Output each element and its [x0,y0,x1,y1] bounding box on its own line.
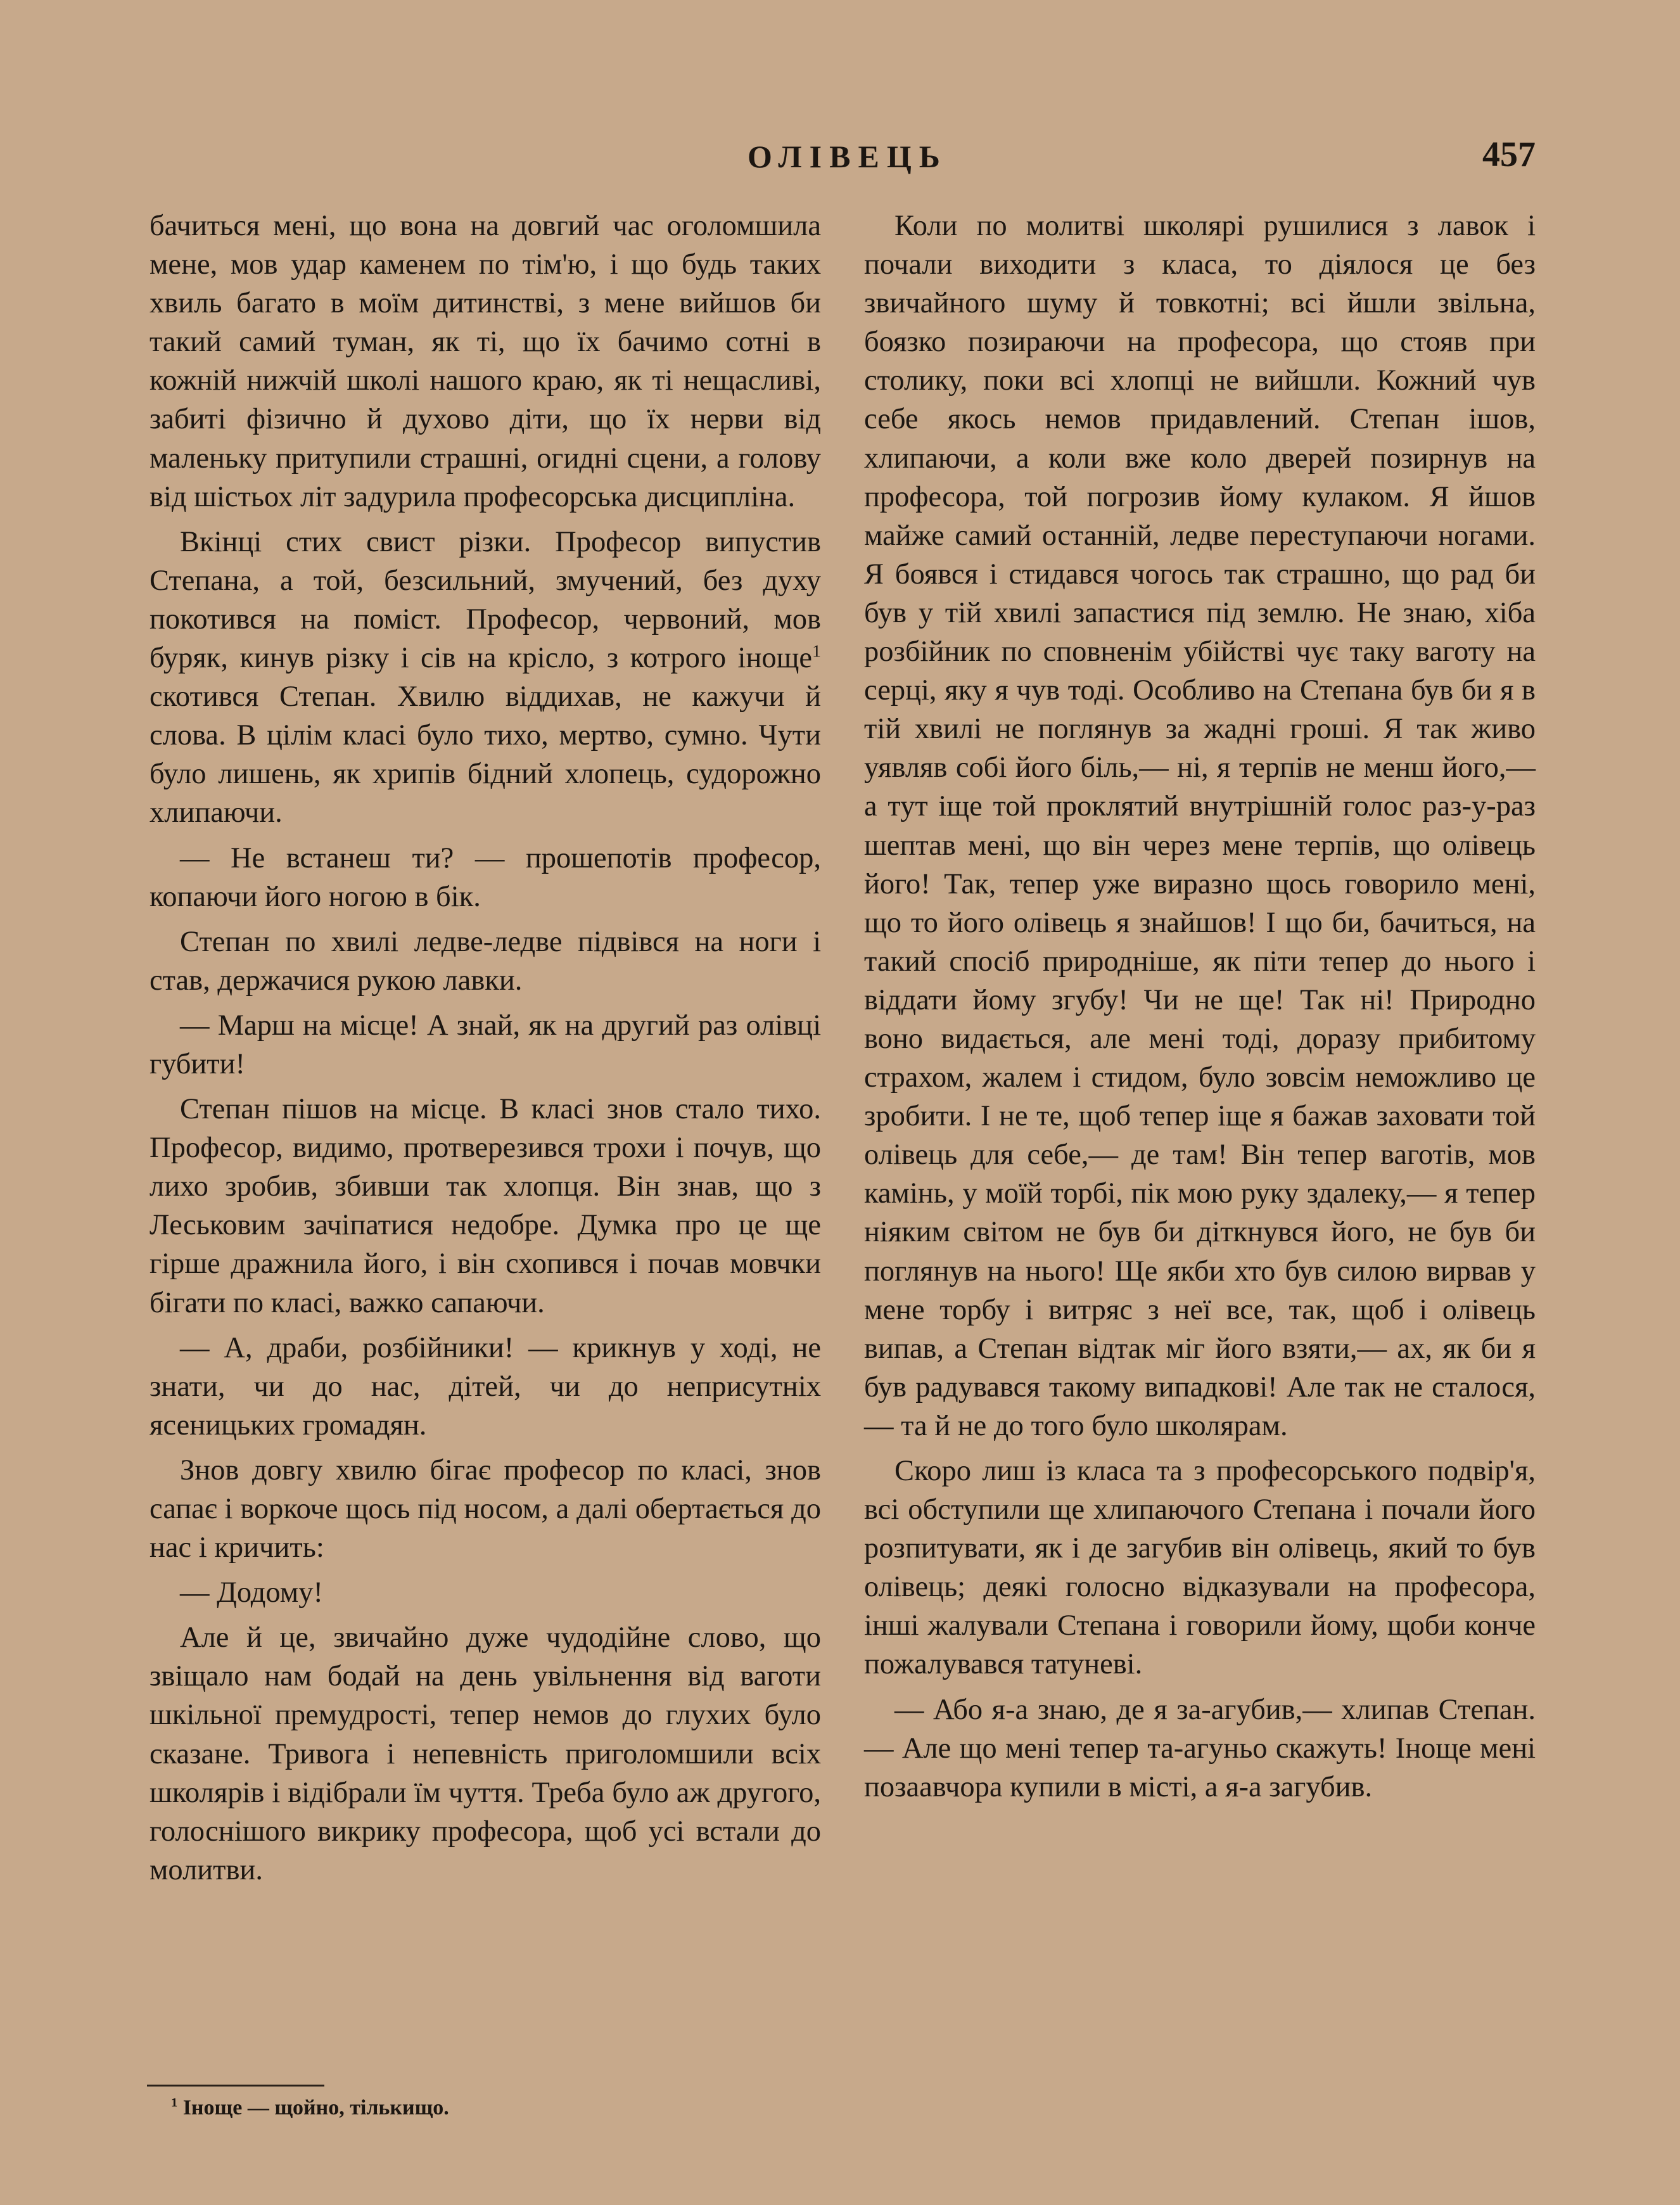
paragraph: Скоро лиш із класа та з професорського подвір'я, всі обступили ще хлипаючого Степана і почали його розпитувати, як і де загубив він олівець, який то був олівець; деякі голосно відказували на професора, інші жалували Степана і говорили йому, щоби конче пожалувався татуневі. [864,1455,1536,1681]
paragraph-text: скотився Степан. Хвилю віддихав, не кажучи й слова. В цілім класі було тихо, мертво, сумно. Чути було лишень, як хрипів бідний хлопець, судорожно хлипаючи. [150,681,821,829]
paragraph: Знов довгу хвилю бігає професор по класі, знов сапає і воркоче щось під носом, а далі обертається до нас і кричить: [150,1454,821,1564]
footnote-marker: 1 [171,2095,178,2110]
paragraph: Але й це, звичайно дуже чудодійне слово, що звіщало нам бодай на день увільнення від ваготи шкільної премудрості, тепер немов до глухих було сказане. Тривога і непевність приголомшили всіх школярів і відібрали їм чуття. Треба було аж другого, голоснішого викрику професора, щоб усі встали до молитви. [150,1621,821,1886]
paragraph: бачиться мені, що вона на довгий час оголомшила мене, мов удар каменем по тім'ю, і що будь таких хвиль багато в моїм дитинстві, з мене вийшов би такий самий туман, як ті, що їх бачимо сотні в кожній нижчій школі нашого краю, як ті нещасливі, забиті фізично й духово діти, що їх нерви від маленьку притупили страшні, огидні сцени, а голову від шістьох літ задурила професорська дисципліна. [150,210,821,513]
paragraph: Степан по хвилі ледве-ледве підвівся на ноги і став, держачися рукою лавки. [150,925,821,997]
paragraph: — Не встанеш ти? — прошепотів професор, копаючи його ногою в бік. [150,841,821,913]
paragraph: — Або я-а знаю, де я за-агубив,— хлипав Степан.— Але що мені тепер та-агуньо скажуть! Іноще мені позаавчора купили в місті, а я-а загубив. [864,1693,1536,1803]
footnote-ref: 1 [812,641,821,662]
left-column [150,207,821,1896]
paragraph: Степан пішов на місце. В класі знов стало тихо. Професор, видимо, протверезився трохи і почув, що лихо зробив, збивши так хлопця. Він знав, що з Леськовим зачіпатися недобре. Думка про це ще гірше дражнила його, і він схопився і почав мовчки бігати по класі, важко сапаючи. [150,1093,821,1319]
paragraph: — А, драби, розбійники! — крикнув у ході, не знати, чи до нас, дітей, чи до неприсутніх ясеницьких громадян. [150,1331,821,1441]
paragraph: — Додому! [180,1576,323,1609]
paragraph: — Марш на місце! А знай, як на другий раз олівці губити! [150,1009,821,1080]
footnote [171,2096,449,2120]
right-column [864,207,1536,1813]
page-header [0,127,1680,184]
footnote-divider [147,2085,324,2087]
paragraph: Коли по молитві школярі рушилися з лавок і почали виходити з класа, то діялося це без звичайного шуму й товкотні; всі йшли звільна, боязко позираючи на професора, що стояв при столику, поки всі хлопці не вийшли. Кожний чув себе якось немов придавлений. Степан ішов, хлипаючи, а коли вже коло дверей позирнув на професора, той погрозив йому кулаком. Я йшов майже самий останній, ледве переступаючи ногами. Я боявся і стидався чогось так страшно, що рад би був у тій хвилі запастися під землю. Не знаю, хіба розбійник по сповненім убійстві чує таку ваготу на серці, яку я чув тоді. Особливо на Степана був би я в тій хвилі не поглянув за жадні гроші. Я так живо уявляв собі його біль,— ні, я терпів не менш його,— а тут іще той проклятий внутрішній голос раз-у-раз шептав мені, що він через мене терпів, що олівець його! Так, тепер уже виразно щось говорило мені, що то його олівець я знайшов! І що би, бачиться, на такий спосіб природніше, як піти тепер до нього і віддати йому згубу! Чи не ще! Так ні! Природно воно видається, але мені тоді, доразу прибитому страхом, жалем і стидом, було зовсім неможливо це зробити. І не те, щоб тепер іще я бажав заховати той олівець для себе,— де там! Він тепер ваготів, мов камінь, у моїй торбі, пік мою руку здалеку,— я тепер ніяким світом не був би діткнувся його, не був би поглянув на нього! Ще якби хто був силою вирвав у мене торбу і витряс з неї все, так, щоб і олівець випав, а Степан відтак міг його взяти,— ах, як би я був радувався такому випадкові! Але так не сталося,— та й не до того було школярам. [864,210,1536,1442]
page-number: 457 [1482,135,1536,174]
paragraph [150,523,821,833]
running-title: ОЛІВЕЦЬ [748,139,948,174]
paragraph-text: Вкінці стих свист різки. Професор випустив Степана, а той, безсильний, змучений, без духу покотився на поміст. Професор, червоний, мов буряк, кинув різку і сів на крісло, з котрого іноще [150,525,821,675]
footnote-text: Іноще — щойно, тількищо. [177,2096,449,2119]
